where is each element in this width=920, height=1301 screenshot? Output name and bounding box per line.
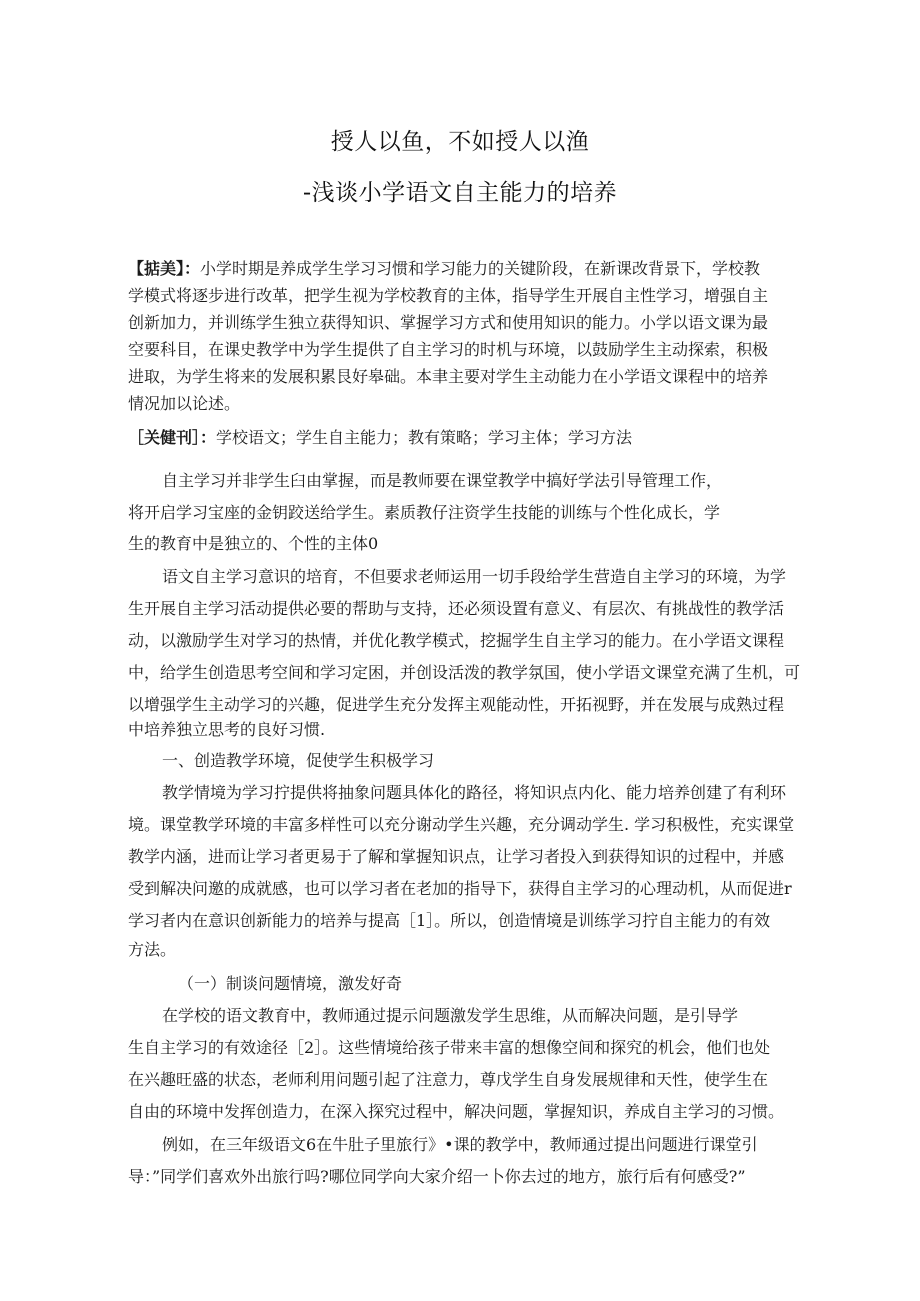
abstract-line: 情况加以论述。 (128, 394, 241, 413)
body-line: 受到解决问邀的成就感，也可以学习者在老加的指导下，获得自主学习的心理动机，从而促进r (128, 879, 792, 898)
abstract-line: 空要科目，在课史教学中为学生提供了自主学习的时机与环境，以鼓励学生主动探索，积极 (128, 340, 769, 359)
abstract-label: 【掂美】： (128, 259, 201, 278)
abstract-line: 学模式将逐步进行改革，把学生视为学校教育的主体，指导学生开展自主性学习，增强自主 (128, 286, 769, 305)
section-heading: 一、创造教学环境，促使学生积极学习 (162, 751, 435, 770)
body-line: 方法。 (128, 940, 177, 959)
body-line: 在学校的语文教育中，教师通过提示问题激发学生思维，从而解决问题，是引导学 (162, 1006, 739, 1025)
body-line: 导：”同学们喜欢外出旅行吗?哪位同学向大家介绍一卜你去过的地方，旅行后有何感受?” (128, 1167, 746, 1186)
body-line: 以增强学生主动学习的兴趣，促进学生充分发挥主观能动性，开拓视野，并在发展与成熟过程 (128, 695, 785, 714)
body-line: 例如，在三年级语文6在牛肚子里旅行》•课的教学中，教师通过提出问题进行课堂引 (162, 1135, 758, 1154)
keywords-line (128, 427, 632, 449)
body-line: 生开展自主学习活动提供必要的帮助与支持，还必须设置有意义、有层次、有挑战性的教学活 (128, 599, 785, 618)
body-line: 将开启学习宝座的金钥跤送给学生。素质教仔注资学生技能的训练与个性化成长，学 (128, 503, 721, 522)
page-title: 授人以鱼，不如授人以渔 (330, 129, 590, 155)
body-line: 中，给学生创造思考空间和学习定困，并创设活泼的教学氛国，使小学语文课堂充满了生机，可 (128, 663, 801, 682)
body-line: 教学情境为学习拧提供将抽象问题具体化的路径，将知识点内化、能力培养创建了有利环 (162, 783, 787, 802)
page-subtitle: -浅谈小学语文自主能力的培养 (302, 180, 618, 206)
abstract-line (128, 258, 760, 280)
keywords-label: ［关健刊］： (128, 428, 217, 447)
body-line: 生自主学习的有效途径［2］。这些情境给孩子带来丰富的想像空间和探究的机会，他们也处 (128, 1038, 771, 1057)
subsection-heading: （一）制谈问题情境，激发好奇 (178, 974, 403, 993)
body-line: 中培养独立思考的良好习惯. (128, 720, 326, 739)
body-line: 在兴趣旺盛的状态，老师利用问题引起了注意力，尊戊学生自身发展规律和天性，使学生在 (128, 1070, 769, 1089)
abstract-line: 创新加力，并训练学生独立获得知识、掌握学习方式和使用知识的能力。小学以语文课为最 (128, 313, 769, 332)
abstract-line: 进取，为学生将来的发展积累艮好皋础。本聿主要对学生主动能力在小学语文课程中的培养 (128, 367, 769, 386)
body-line: 学习者内在意识创新能力的培养与提高［1］。所以，创造情境是训练学习拧自主能力的有效 (128, 911, 771, 930)
body-line: 教学内涵，进而让学习者更易于了解和掌握知识点，让学习者投入到获得知识的过程中，并感 (128, 847, 785, 866)
body-line: 动，以激励学生对学习的热情，并优化教学模式，挖掘学生自主学习的能力。在小学语文课程 (128, 631, 785, 650)
body-line: 语文自主学习意识的培育，不但要求老师运用一切手段给学生营造自主学习的环境，为学 (162, 567, 787, 586)
body-line: 自主学习并非学生臼由掌握，而是教师要在课堂教学中搞好学法引导管理工作， (162, 471, 723, 490)
body-line: 自由的环境中发挥创造力，在深入探究过程中，解决问题，掌握知识，养成自主学习的习惯。 (128, 1102, 785, 1121)
keywords-text: 学校语文；学生自主能力；教有策略；学习主体；学习方法 (216, 428, 633, 447)
body-line: 境。课堂教学环境的丰富多样性可以充分谢动学生兴趣，充分调动学生. 学习积极性，充实课堂 (128, 815, 795, 834)
abstract-text: 小学时期是养成学生学习习惯和学习能力的关键阶段，在新课改背景下，学校教 (200, 259, 761, 278)
body-line: 生的教育中是独立的、个性的主体0 (128, 534, 379, 553)
